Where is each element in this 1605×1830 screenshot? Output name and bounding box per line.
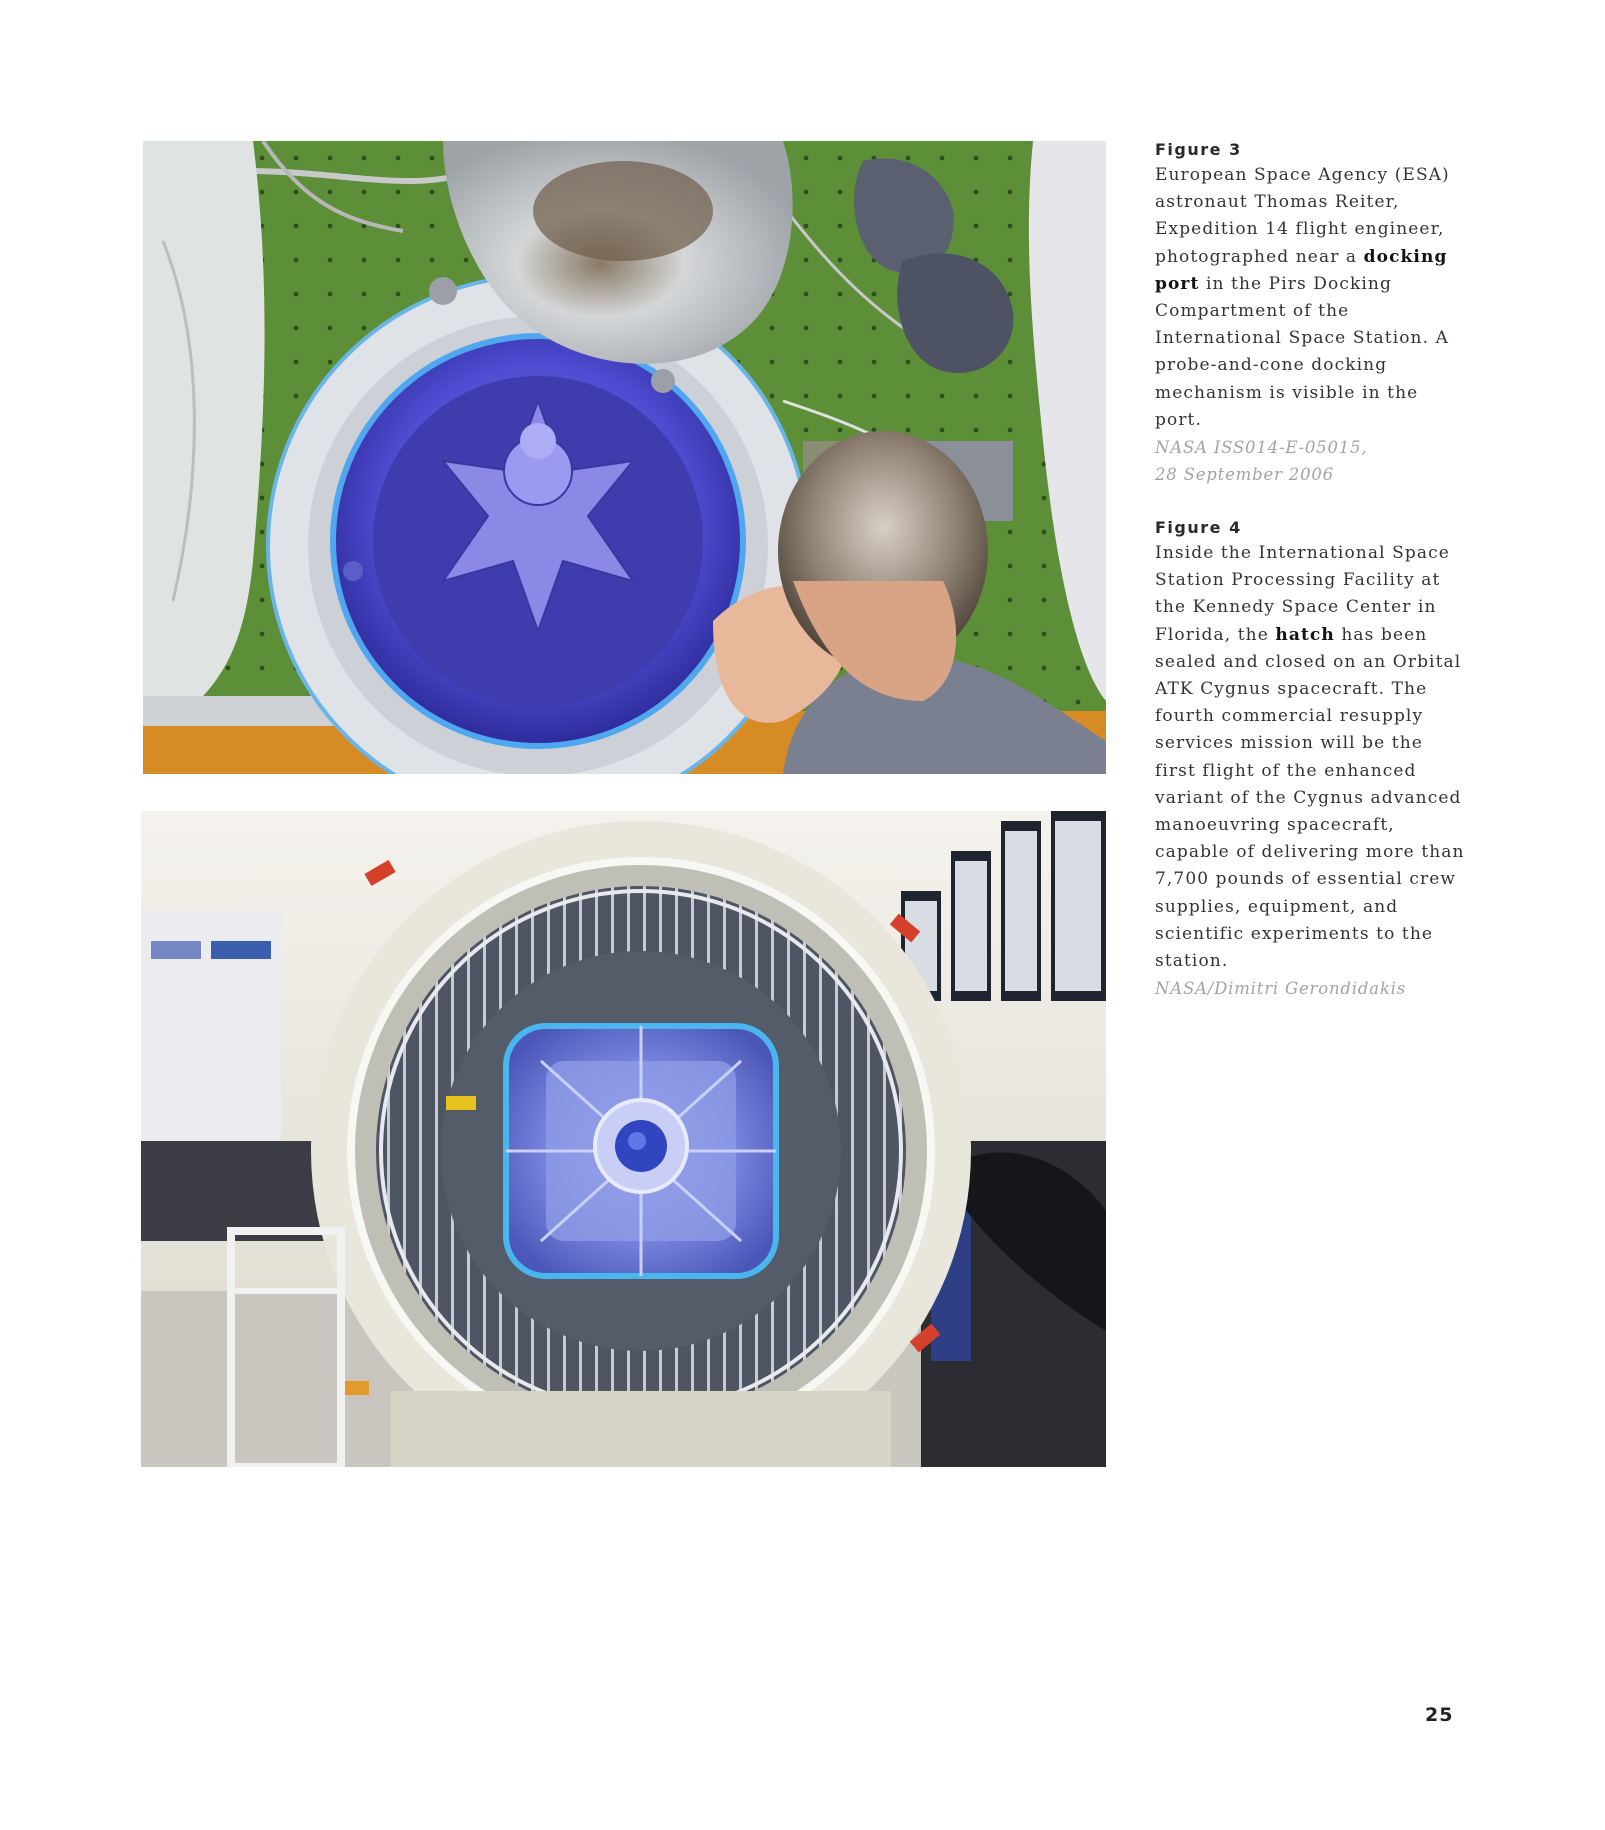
figure-3-label: Figure 3: [1155, 140, 1242, 159]
figure-3-credit-date: 28 September 2006: [1155, 465, 1334, 485]
figure-4-text-start: Inside the International Space Station Processing Facility at the Kennedy Space Center in Florida, the: [1155, 543, 1450, 645]
cygnus-hatch-photo: [141, 811, 1106, 1467]
figure-3-credit: [1155, 434, 1465, 488]
figure-4-text-end: has been sealed and closed on an Orbital ATK Cygnus spacecraft. The fourth commercial resupply services mission will be the first flight of the enhanced variant of the Cygnus advanced manoeuvring spacecraft, capable of delivering more than 7,700 pounds of essential crew supplies, equipment, and scientific experiments to the station.: [1155, 624, 1465, 972]
cygnus-hatch-illustration: [141, 811, 1106, 1467]
docking-port-photo: [143, 141, 1106, 774]
figure-4-credit: NASA/Dimitri Gerondidakis: [1155, 979, 1406, 999]
figure-4-caption: [1155, 516, 1465, 1002]
figure-4-label: Figure 4: [1155, 518, 1242, 537]
figure-3-description: [1155, 162, 1465, 434]
figure-3-credit-id: NASA ISS014-E-05015,: [1155, 438, 1368, 458]
page-number: 25: [1425, 1704, 1454, 1726]
figure-3-text-start: European Space Agency (ESA) astronaut Thomas Reiter, Expedition 14 flight engineer, photographed near a: [1155, 165, 1450, 267]
figure-4-keyword: hatch: [1275, 624, 1335, 645]
figure-3-text-end: in the Pirs Docking Compartment of the International Space Station. A probe-and-cone docking mechanism is visible in the port.: [1155, 273, 1449, 430]
figure-4-description: [1155, 540, 1465, 975]
docking-port-illustration: [143, 141, 1106, 774]
figure-3-keyword: docking port: [1155, 246, 1448, 294]
figure-3-caption: [1155, 138, 1465, 488]
